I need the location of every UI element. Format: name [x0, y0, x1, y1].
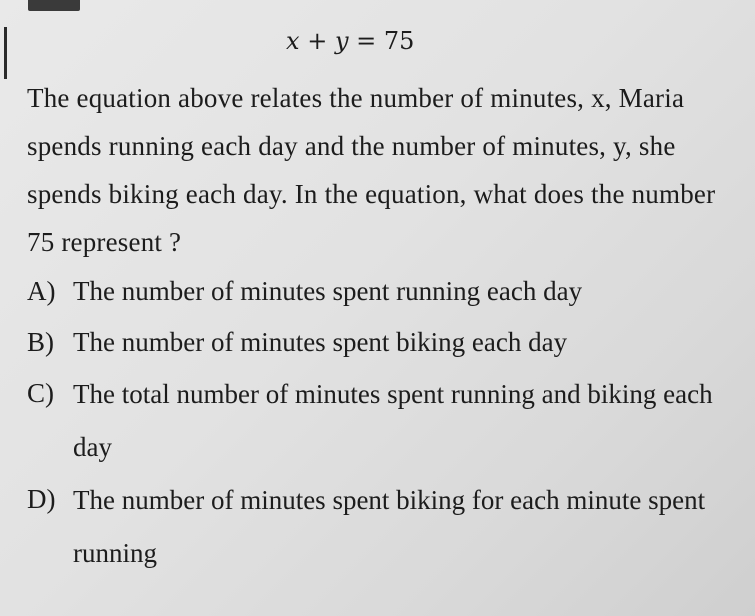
choice-c-text: The total number of minutes spent running and biking each day — [73, 379, 713, 462]
choice-a[interactable] — [27, 266, 727, 317]
equation-constant: 75 — [383, 27, 415, 55]
choice-c[interactable] — [27, 368, 727, 474]
choice-d[interactable] — [27, 474, 727, 580]
answer-choices — [27, 266, 727, 580]
choice-b-letter: B) — [27, 327, 54, 357]
choice-b-text: The number of minutes spent biking each day — [73, 327, 568, 357]
question-text: The equation above relates the number of minutes, x, Maria spends running each day and the number of minutes, y, she spends biking each day. In the equation, what does the number 75 represent ? — [27, 83, 716, 257]
choice-a-letter: A) — [27, 276, 56, 306]
choice-d-text: The number of minutes spent biking for each minute spent running — [73, 485, 706, 568]
page-corner-mark — [28, 0, 80, 11]
page-edge-mark — [0, 27, 7, 79]
choice-d-letter: D) — [27, 484, 56, 514]
equation — [286, 27, 414, 55]
equation-plus: + — [307, 27, 328, 55]
equation-equals: = — [356, 27, 377, 55]
equation-var-y: y — [334, 27, 349, 55]
equation-var-x: x — [286, 27, 300, 55]
choice-c-letter: C) — [27, 378, 54, 408]
choice-a-text: The number of minutes spent running each day — [73, 276, 583, 306]
choice-b[interactable] — [27, 317, 727, 368]
